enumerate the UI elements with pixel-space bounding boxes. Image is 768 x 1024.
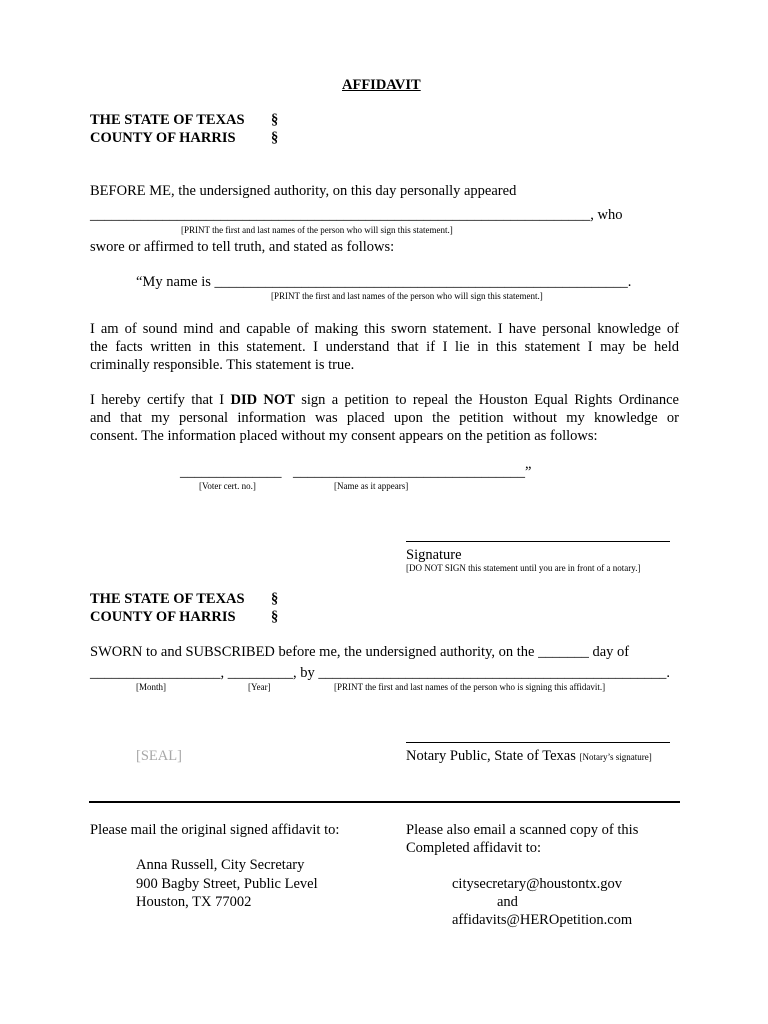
name-as-appears-label: [Name as it appears] xyxy=(334,481,409,491)
certify-line xyxy=(90,391,679,409)
email-address-1[interactable]: citysecretary@houstontx.gov xyxy=(452,876,622,892)
venue-county: COUNTY OF HARRIS xyxy=(90,130,236,146)
section-symbol: § xyxy=(271,112,279,128)
print-name-hint: [PRINT the first and last names of the person who is signing this affidavit.] xyxy=(334,682,606,692)
print-name-hint: [PRINT the first and last names of the person who will sign this statement.] xyxy=(181,225,453,235)
voter-cert-label: [Voter cert. no.] xyxy=(199,481,256,491)
mail-city: Houston, TX 77002 xyxy=(136,894,252,910)
my-name-line[interactable]: “My name is _________________________________________________________. xyxy=(136,274,632,290)
name-blank-line[interactable]: _____________________________________________________________________, who xyxy=(90,207,623,223)
signature-line[interactable] xyxy=(406,541,670,542)
section-symbol: § xyxy=(271,130,279,146)
mail-street: 900 Bagby Street, Public Level xyxy=(136,876,318,892)
seal-placeholder: [SEAL] xyxy=(136,748,182,764)
statement-line: I am of sound mind and capable of making this sworn statement. I have personal knowledge of xyxy=(90,321,679,337)
mail-heading: Please mail the original signed affidavit to: xyxy=(90,822,340,838)
intro-line: swore or affirmed to tell truth, and stated as follows: xyxy=(90,239,395,255)
signature-label: Signature xyxy=(406,547,462,563)
section-symbol: § xyxy=(271,591,279,607)
certify-line: consent. The information placed without my consent appears on the petition as follows: xyxy=(90,428,598,444)
venue-county: COUNTY OF HARRIS xyxy=(90,609,236,625)
name-as-appears-blank[interactable]: ________________________________” xyxy=(293,464,532,480)
sworn-blanks[interactable]: __________________, _________, by ________________________________________________. xyxy=(90,665,670,681)
venue-state: THE STATE OF TEXAS xyxy=(90,591,245,607)
notary-label xyxy=(406,747,652,765)
did-not-text: DID NOT xyxy=(230,392,295,408)
certify-text: I hereby certify that I xyxy=(90,392,231,408)
notary-signature-line[interactable] xyxy=(406,742,670,743)
email-and: and xyxy=(497,894,518,910)
certify-text: sign a petition to repeal the Houston Equal Rights Ordinance xyxy=(294,392,679,408)
notary-title: Notary Public, State of Texas xyxy=(406,748,576,764)
email-address-2[interactable]: affidavits@HEROpetition.com xyxy=(452,912,633,928)
venue-state: THE STATE OF TEXAS xyxy=(90,112,245,128)
email-heading: Completed affidavit to: xyxy=(406,840,542,856)
statement-line: the facts written in this statement. I understand that if I lie in this statement I may be held xyxy=(90,339,679,355)
email-heading: Please also email a scanned copy of this xyxy=(406,822,639,838)
notary-hint: [Notary’s signature] xyxy=(579,752,652,762)
section-symbol: § xyxy=(271,609,279,625)
page-title: AFFIDAVIT xyxy=(342,77,421,93)
print-name-hint: [PRINT the first and last names of the person who will sign this statement.] xyxy=(271,291,543,301)
mail-name: Anna Russell, City Secretary xyxy=(136,857,305,873)
month-label: [Month] xyxy=(136,682,166,692)
intro-line: BEFORE ME, the undersigned authority, on this day personally appeared xyxy=(90,183,517,199)
sworn-line: SWORN to and SUBSCRIBED before me, the undersigned authority, on the _______ day of xyxy=(90,644,630,660)
voter-cert-blank[interactable]: ______________ xyxy=(180,464,282,480)
section-divider xyxy=(89,801,680,803)
statement-line: criminally responsible. This statement is true. xyxy=(90,357,355,373)
year-label: [Year] xyxy=(248,682,271,692)
signature-note: [DO NOT SIGN this statement until you are in front of a notary.] xyxy=(406,563,641,573)
certify-line: and that my personal information was placed upon the petition without my knowledge or xyxy=(90,410,679,426)
